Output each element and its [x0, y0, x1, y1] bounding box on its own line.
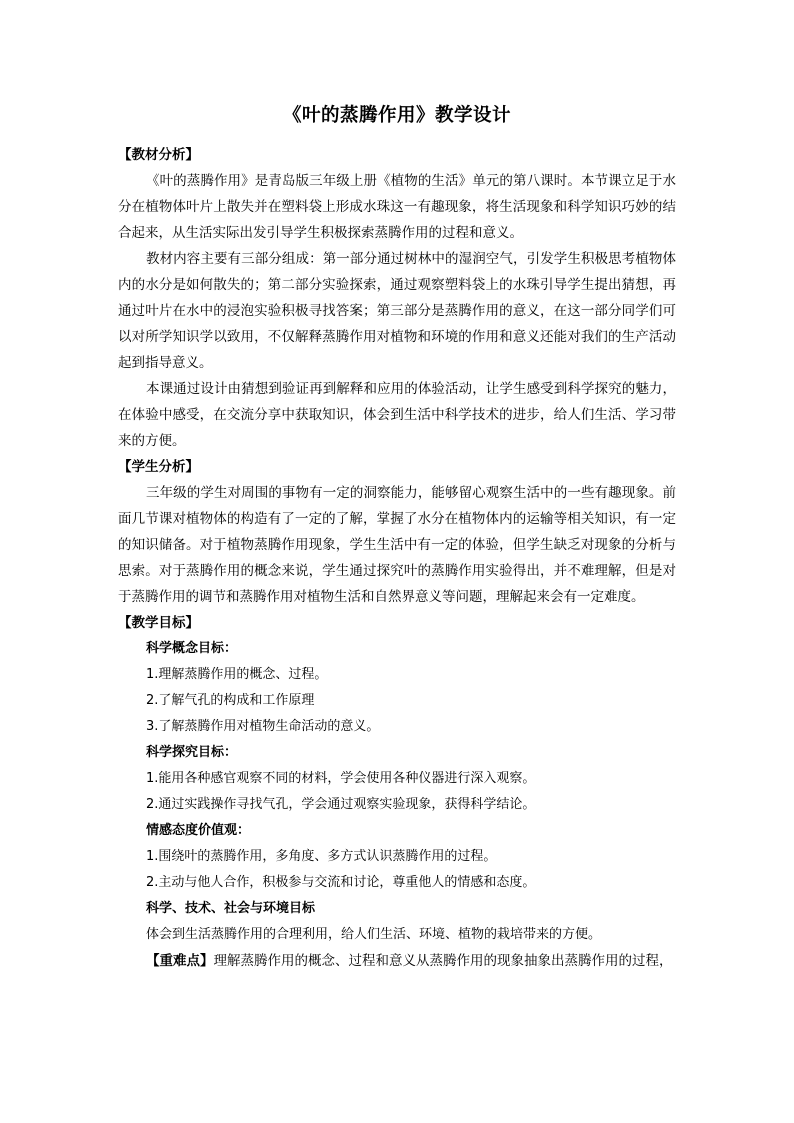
student-analysis-paragraph-1: 三年级的学生对周围的事物有一定的洞察能力，能够留心观察生活中的一些有趣现象。前面几节课对植物体的构造有了一定的了解，掌握了水分在植物体内的运输等相关知识，有一定的知识储备。对于植物蒸腾作用现象，学生生活中有一定的体验，但学生缺乏对现象的分析与思索。对于蒸腾作用的概念来说，学生通过探究叶的蒸腾作用实验得出，并不难理解，但是对于蒸腾作用的调节和蒸腾作用对植物生活和自然界意义等问题，理解起来会有一定难度。 [118, 485, 676, 605]
textbook-analysis-paragraph-2: 教材内容主要有三部分组成：第一部分通过树林中的湿润空气，引发学生积极思考植物体内的水分是如何散失的；第二部分实验探索，通过观察塑料袋上的水珠引导学生提出猜想，再通过叶片在水中的浸泡实验积极寻找答案；第三部分是蒸腾作用的意义，在这一部分同学们可以对所学知识学以致用，不仅解释蒸腾作用对植物和环境的作用和意义还能对我们的生产活动起到指导意义。 [118, 251, 676, 371]
concept-goal-item-2: 2.了解气孔的构成和工作原理 [146, 693, 315, 708]
sts-goal-text: 体会到生活蒸腾作用的合理利用，给人们生活、环境、植物的栽培带来的方便。 [146, 927, 602, 942]
inquiry-goal-item-2: 2.通过实践操作寻找气孔，学会通过观察实验现象，获得科学结论。 [146, 797, 536, 812]
key-points-line [118, 948, 676, 974]
document-title: 《叶的蒸腾作用》教学设计 [282, 105, 511, 126]
key-points-label: 【重难点】 [146, 953, 214, 969]
concept-goals-heading: 科学概念目标： [146, 641, 238, 656]
textbook-analysis-paragraph-3: 本课通过设计由猜想到验证再到解释和应用的体验活动，让学生感受到科学探究的魅力，在体验中感受，在交流分享中获取知识，体会到生活中科学技术的进步，给人们生活、学习带来的方便。 [118, 381, 676, 449]
student-analysis-section [118, 454, 676, 610]
attitude-goals-heading: 情感态度价值观： [146, 823, 251, 838]
key-points-text: 理解蒸腾作用的概念、过程和意义从蒸腾作用的现象抽象出蒸腾作用的过程， [213, 953, 673, 969]
concept-goal-item-1: 1.理解蒸腾作用的概念、过程。 [146, 667, 328, 682]
inquiry-goals-heading: 科学探究目标： [146, 745, 238, 760]
teaching-goals-heading: 【教学目标】 [118, 615, 199, 631]
textbook-analysis-heading: 【教材分析】 [118, 147, 199, 163]
inquiry-goal-item-1: 1.能用各种感官观察不同的材料，学会使用各种仪器进行深入观察。 [146, 771, 536, 786]
teaching-goals-section [118, 610, 676, 948]
student-analysis-heading: 【学生分析】 [118, 459, 199, 475]
textbook-analysis-paragraph-1: 《叶的蒸腾作用》是青岛版三年级上册《植物的生活》单元的第八课时。本节课立足于水分在植物体叶片上散失并在塑料袋上形成水珠这一有趣现象，将生活现象和科学知识巧妙的结合起来，从生活实际出发引导学生积极探索蒸腾作用的过程和意义。 [118, 173, 676, 241]
textbook-analysis-section [118, 142, 676, 454]
attitude-goal-item-1: 1.围绕叶的蒸腾作用，多角度、多方式认识蒸腾作用的过程。 [146, 849, 497, 864]
concept-goal-item-3: 3.了解蒸腾作用对植物生命活动的意义。 [146, 719, 380, 734]
attitude-goal-item-2: 2.主动与他人合作，积极参与交流和讨论，尊重他人的情感和态度。 [146, 875, 536, 890]
sts-goals-heading: 科学、技术、社会与环境目标 [146, 901, 316, 916]
